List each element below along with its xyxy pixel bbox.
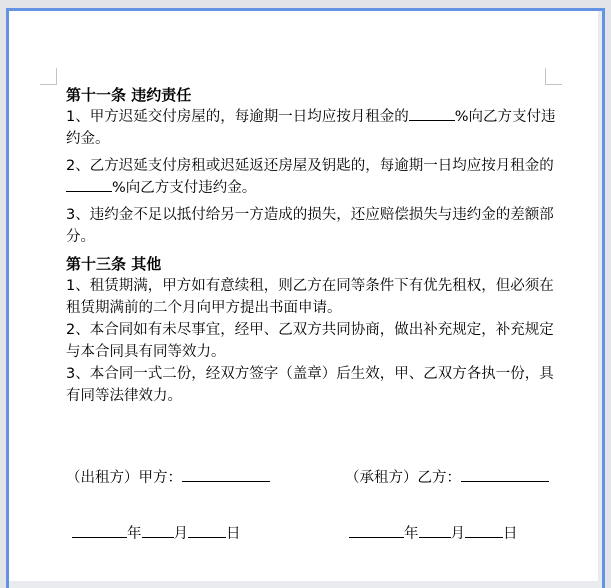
lessor-date: [72, 523, 241, 544]
document-body[interactable]: [66, 84, 556, 407]
month-line: [142, 523, 174, 538]
year-line: [72, 523, 127, 538]
year-line: [349, 523, 404, 538]
lessor-signature-line: [182, 467, 270, 482]
section-11-item-2: [66, 155, 556, 199]
lessor-label: （出租方）甲方：: [66, 470, 182, 486]
section-13-item-3: 3、本合同一式二份，经双方签字（盖章）后生效，甲、乙双方各执一份，具有同等法律效力。: [66, 366, 554, 404]
margin-corner-mark-top-right: [545, 68, 562, 85]
lessor-signature: [66, 467, 270, 488]
year-label: 年: [404, 526, 419, 542]
lessee-label: （承租方）乙方：: [345, 470, 461, 486]
item-text: 1、甲方迟延交付房屋的，每逾期一日均应按月租金的: [66, 109, 409, 125]
item-text: 2、乙方迟延支付房租或迟延返还房屋及钥匙的，每逾期一日均应按月租金的: [66, 158, 554, 174]
item-text: %向乙方支付违约金。: [112, 180, 257, 196]
lessee-signature: [345, 467, 549, 488]
lessee-date: [349, 523, 518, 544]
month-label: 月: [450, 526, 465, 542]
section-11-item-3: 3、违约金不足以抵付给另一方造成的损失，还应赔偿损失与违约金的差额部分。: [66, 207, 554, 245]
day-line: [188, 523, 226, 538]
day-label: 日: [226, 526, 241, 542]
blank-line: [409, 106, 455, 121]
item-text: %向乙方支付违约金。: [66, 109, 556, 147]
section-13-title: 第十三条 其他: [66, 255, 162, 273]
section-11-title: 第十一条 违约责任: [66, 86, 192, 104]
section-11-item-1: [66, 106, 556, 150]
month-line: [419, 523, 451, 538]
margin-corner-mark-top-left: [40, 68, 57, 85]
day-label: 日: [503, 526, 518, 542]
day-line: [465, 523, 503, 538]
section-13-item-1: 1、租赁期满，甲方如有意续租，则乙方在同等条件下有优先租权，但必须在租赁期满前的二个月向甲方提出书面申请。: [66, 278, 554, 316]
section-13-item-2: 2、本合同如有未尽事宜，经甲、乙双方共同协商，做出补充规定，补充规定与本合同具有同等效力。: [66, 322, 554, 360]
month-label: 月: [173, 526, 188, 542]
blank-line: [66, 177, 112, 192]
lessee-signature-line: [461, 467, 549, 482]
year-label: 年: [127, 526, 142, 542]
